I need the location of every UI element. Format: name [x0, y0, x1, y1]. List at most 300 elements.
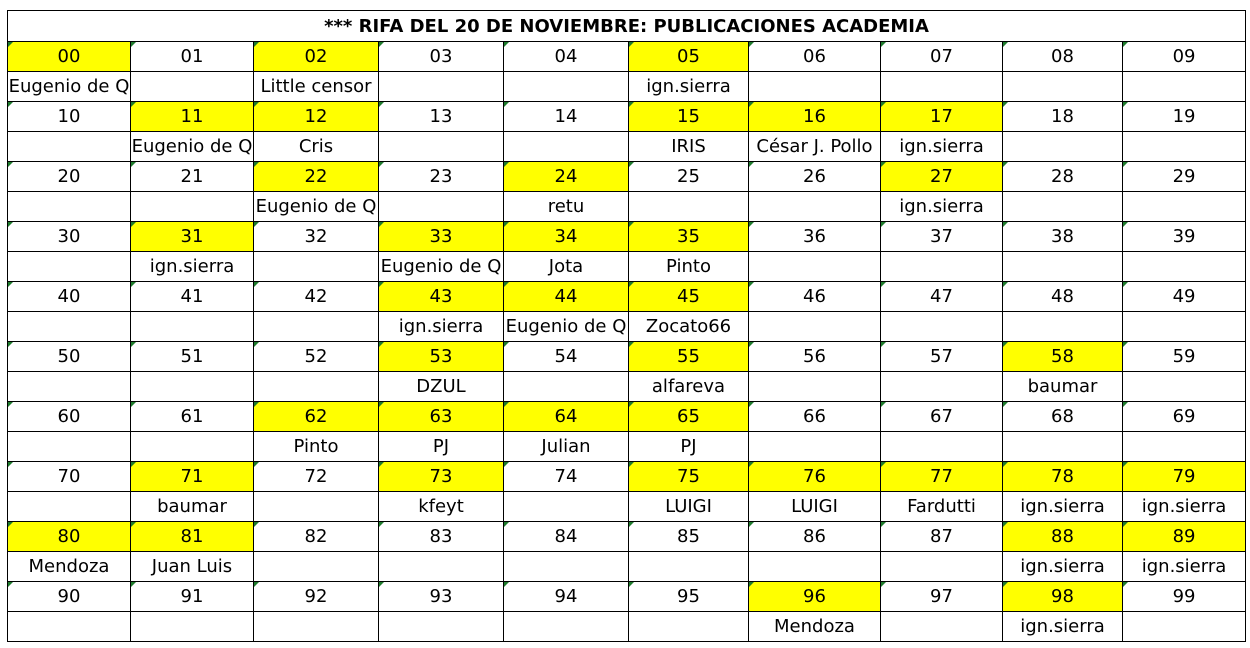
- ticket-number-cell[interactable]: [629, 402, 749, 432]
- text-number-indicator-icon: [379, 282, 384, 287]
- ticket-number-cell[interactable]: [8, 342, 131, 372]
- ticket-number: 87: [930, 526, 953, 547]
- ticket-number-cell[interactable]: [749, 462, 881, 492]
- buyer-name-cell[interactable]: Cris: [254, 132, 379, 162]
- buyer-name-cell[interactable]: [1003, 192, 1123, 222]
- buyer-name-cell[interactable]: LUIGI: [629, 492, 749, 522]
- ticket-number-cell[interactable]: [1123, 582, 1246, 612]
- ticket-number-cell[interactable]: [1123, 282, 1246, 312]
- buyer-name-cell[interactable]: [881, 432, 1003, 462]
- ticket-number-cell[interactable]: [504, 282, 629, 312]
- ticket-number-cell[interactable]: [504, 582, 629, 612]
- buyer-name-cell[interactable]: Pinto: [254, 432, 379, 462]
- ticket-number: 29: [1172, 166, 1196, 187]
- buyer-name-cell[interactable]: [254, 492, 379, 522]
- ticket-number-cell[interactable]: [8, 462, 131, 492]
- ticket-number-cell[interactable]: [1123, 222, 1246, 252]
- buyer-name-cell[interactable]: [504, 372, 629, 402]
- ticket-number-cell[interactable]: [131, 582, 254, 612]
- ticket-number: 13: [429, 106, 453, 127]
- buyer-name-cell[interactable]: ign.sierra: [1003, 612, 1123, 642]
- text-number-indicator-icon: [629, 462, 634, 467]
- buyer-name-cell[interactable]: [379, 132, 504, 162]
- buyer-name-cell[interactable]: [629, 192, 749, 222]
- ticket-number: 15: [677, 106, 700, 127]
- number-row: [8, 222, 1246, 252]
- buyer-name-cell[interactable]: [749, 252, 881, 282]
- ticket-number: 10: [57, 106, 81, 127]
- buyer-name-cell[interactable]: [1123, 192, 1246, 222]
- buyer-name-cell[interactable]: [1123, 252, 1246, 282]
- text-number-indicator-icon: [1003, 342, 1008, 347]
- ticket-number-cell[interactable]: [749, 342, 881, 372]
- buyer-name-cell[interactable]: PJ: [379, 432, 504, 462]
- buyer-name-cell[interactable]: [1123, 372, 1246, 402]
- ticket-number-cell[interactable]: [131, 42, 254, 72]
- number-row: [8, 342, 1246, 372]
- text-number-indicator-icon: [131, 522, 136, 527]
- ticket-number-cell[interactable]: [254, 162, 379, 192]
- buyer-name-cell[interactable]: Fardutti: [881, 492, 1003, 522]
- ticket-number-cell[interactable]: [881, 402, 1003, 432]
- buyer-name-cell[interactable]: [1123, 72, 1246, 102]
- ticket-number-cell[interactable]: [504, 162, 629, 192]
- text-number-indicator-icon: [1123, 462, 1128, 467]
- buyer-name-cell[interactable]: [131, 612, 254, 642]
- ticket-number-cell[interactable]: [131, 102, 254, 132]
- text-number-indicator-icon: [8, 342, 13, 347]
- buyer-name-cell[interactable]: ign.sierra: [1123, 492, 1246, 522]
- buyer-name-cell[interactable]: [1003, 252, 1123, 282]
- ticket-number-cell[interactable]: [749, 402, 881, 432]
- ticket-number-cell[interactable]: [629, 582, 749, 612]
- text-number-indicator-icon: [504, 582, 509, 587]
- ticket-number: 27: [930, 166, 953, 187]
- ticket-number: 93: [429, 586, 453, 607]
- text-number-indicator-icon: [379, 42, 384, 47]
- text-number-indicator-icon: [1123, 42, 1128, 47]
- text-number-indicator-icon: [8, 222, 13, 227]
- ticket-number-cell[interactable]: [1003, 402, 1123, 432]
- ticket-number: 81: [180, 526, 204, 547]
- buyer-name-cell[interactable]: [8, 192, 131, 222]
- buyer-name-cell[interactable]: [1123, 432, 1246, 462]
- ticket-number-cell[interactable]: [881, 462, 1003, 492]
- buyer-name-cell[interactable]: baumar: [1003, 372, 1123, 402]
- ticket-number-cell[interactable]: [131, 342, 254, 372]
- ticket-number-cell[interactable]: [504, 522, 629, 552]
- ticket-number-cell[interactable]: [8, 282, 131, 312]
- buyer-name-cell[interactable]: [629, 552, 749, 582]
- ticket-number-cell[interactable]: [379, 582, 504, 612]
- ticket-number-cell[interactable]: [8, 162, 131, 192]
- ticket-number-cell[interactable]: [629, 342, 749, 372]
- ticket-number-cell[interactable]: [881, 342, 1003, 372]
- ticket-number-cell[interactable]: [1003, 222, 1123, 252]
- name-row: [8, 372, 1246, 402]
- ticket-number-cell[interactable]: [881, 582, 1003, 612]
- ticket-number-cell[interactable]: [379, 462, 504, 492]
- buyer-name-cell[interactable]: Juan Luis: [131, 552, 254, 582]
- ticket-number: 55: [677, 346, 700, 367]
- ticket-number-cell[interactable]: [1123, 462, 1246, 492]
- text-number-indicator-icon: [749, 222, 754, 227]
- buyer-name-cell[interactable]: [1003, 312, 1123, 342]
- text-number-indicator-icon: [254, 102, 259, 107]
- text-number-indicator-icon: [1123, 342, 1128, 347]
- ticket-number-cell[interactable]: [1123, 342, 1246, 372]
- text-number-indicator-icon: [629, 402, 634, 407]
- buyer-name-cell[interactable]: Mendoza: [8, 552, 131, 582]
- ticket-number-cell[interactable]: [254, 42, 379, 72]
- ticket-number-cell[interactable]: [131, 282, 254, 312]
- buyer-name-cell[interactable]: [8, 432, 131, 462]
- text-number-indicator-icon: [1123, 162, 1128, 167]
- text-number-indicator-icon: [504, 462, 509, 467]
- buyer-name-cell[interactable]: [1123, 612, 1246, 642]
- buyer-name-cell[interactable]: César J. Pollo: [749, 132, 881, 162]
- ticket-number-cell[interactable]: [749, 102, 881, 132]
- buyer-name-cell[interactable]: [8, 312, 131, 342]
- ticket-number-cell[interactable]: [504, 342, 629, 372]
- buyer-name-cell[interactable]: ign.sierra: [379, 312, 504, 342]
- buyer-name-cell[interactable]: ign.sierra: [131, 252, 254, 282]
- ticket-number: 74: [554, 466, 578, 487]
- ticket-number: 08: [1051, 46, 1074, 67]
- ticket-number-cell[interactable]: [131, 402, 254, 432]
- text-number-indicator-icon: [1123, 222, 1128, 227]
- ticket-number: 79: [1172, 466, 1196, 487]
- buyer-name-cell[interactable]: [254, 612, 379, 642]
- ticket-number: 03: [429, 46, 453, 67]
- ticket-number-cell[interactable]: [1003, 582, 1123, 612]
- ticket-number-cell[interactable]: [629, 162, 749, 192]
- ticket-number-cell[interactable]: [254, 222, 379, 252]
- name-row: [8, 492, 1246, 522]
- buyer-name-cell[interactable]: LUIGI: [749, 492, 881, 522]
- text-number-indicator-icon: [1123, 102, 1128, 107]
- ticket-number-cell[interactable]: [1003, 282, 1123, 312]
- buyer-name-cell[interactable]: Eugenio de Q: [504, 312, 629, 342]
- ticket-number-cell[interactable]: [504, 462, 629, 492]
- ticket-number-cell[interactable]: [254, 402, 379, 432]
- ticket-number: 80: [57, 526, 81, 547]
- buyer-name-cell[interactable]: [749, 432, 881, 462]
- buyer-name-cell[interactable]: ign.sierra: [1123, 552, 1246, 582]
- number-row: [8, 582, 1246, 612]
- ticket-number-cell[interactable]: [881, 42, 1003, 72]
- buyer-name-cell[interactable]: [379, 552, 504, 582]
- buyer-name-cell[interactable]: [881, 252, 1003, 282]
- ticket-number-cell[interactable]: [379, 342, 504, 372]
- ticket-number-cell[interactable]: [749, 162, 881, 192]
- buyer-name-cell[interactable]: Pinto: [629, 252, 749, 282]
- ticket-number-cell[interactable]: [379, 282, 504, 312]
- text-number-indicator-icon: [629, 522, 634, 527]
- ticket-number-cell[interactable]: [8, 402, 131, 432]
- ticket-number-cell[interactable]: [8, 42, 131, 72]
- ticket-number-cell[interactable]: [254, 282, 379, 312]
- buyer-name-cell[interactable]: [131, 312, 254, 342]
- text-number-indicator-icon: [131, 342, 136, 347]
- buyer-name-cell[interactable]: [8, 132, 131, 162]
- ticket-number-cell[interactable]: [1003, 162, 1123, 192]
- buyer-name-cell[interactable]: [379, 72, 504, 102]
- ticket-number-cell[interactable]: [1123, 42, 1246, 72]
- text-number-indicator-icon: [1003, 402, 1008, 407]
- ticket-number: 18: [1051, 106, 1074, 127]
- ticket-number-cell[interactable]: [1003, 342, 1123, 372]
- ticket-number-cell[interactable]: [8, 102, 131, 132]
- ticket-number: 68: [1051, 406, 1074, 427]
- buyer-name-cell[interactable]: [131, 72, 254, 102]
- buyer-name-cell[interactable]: [749, 312, 881, 342]
- ticket-number: 20: [57, 166, 81, 187]
- ticket-number: 36: [803, 226, 826, 247]
- ticket-number-cell[interactable]: [881, 522, 1003, 552]
- text-number-indicator-icon: [8, 282, 13, 287]
- buyer-name-cell[interactable]: DZUL: [379, 372, 504, 402]
- ticket-number: 32: [304, 226, 328, 247]
- ticket-number-cell[interactable]: [254, 102, 379, 132]
- name-row: [8, 312, 1246, 342]
- text-number-indicator-icon: [629, 162, 634, 167]
- ticket-number-cell[interactable]: [1123, 102, 1246, 132]
- ticket-number-cell[interactable]: [504, 102, 629, 132]
- ticket-number-cell[interactable]: [131, 462, 254, 492]
- ticket-number-cell[interactable]: [254, 522, 379, 552]
- buyer-name-cell[interactable]: [504, 492, 629, 522]
- text-number-indicator-icon: [379, 162, 384, 167]
- ticket-number: 46: [803, 286, 826, 307]
- text-number-indicator-icon: [1123, 522, 1128, 527]
- buyer-name-cell[interactable]: Julian: [504, 432, 629, 462]
- buyer-name-cell[interactable]: retu: [504, 192, 629, 222]
- buyer-name-cell[interactable]: [1003, 132, 1123, 162]
- ticket-number: 40: [57, 286, 81, 307]
- text-number-indicator-icon: [8, 42, 13, 47]
- name-row: [8, 72, 1246, 102]
- ticket-number-cell[interactable]: [629, 102, 749, 132]
- ticket-number-cell[interactable]: [1003, 462, 1123, 492]
- buyer-name-cell[interactable]: Zocato66: [629, 312, 749, 342]
- ticket-number-cell[interactable]: [379, 402, 504, 432]
- buyer-name-cell[interactable]: PJ: [629, 432, 749, 462]
- ticket-number: 83: [429, 526, 453, 547]
- ticket-number-cell[interactable]: [1003, 42, 1123, 72]
- number-row: [8, 402, 1246, 432]
- ticket-number-cell[interactable]: [749, 522, 881, 552]
- buyer-name-cell[interactable]: ign.sierra: [881, 192, 1003, 222]
- buyer-name-cell[interactable]: [629, 612, 749, 642]
- buyer-name-cell[interactable]: ign.sierra: [881, 132, 1003, 162]
- buyer-name-cell[interactable]: [131, 432, 254, 462]
- buyer-name-cell[interactable]: [379, 612, 504, 642]
- ticket-number-cell[interactable]: [8, 522, 131, 552]
- ticket-number-cell[interactable]: [379, 522, 504, 552]
- buyer-name-cell[interactable]: Jota: [504, 252, 629, 282]
- buyer-name-cell[interactable]: [254, 252, 379, 282]
- ticket-number: 21: [180, 166, 204, 187]
- ticket-number: 84: [554, 526, 578, 547]
- ticket-number-cell[interactable]: [881, 282, 1003, 312]
- ticket-number-cell[interactable]: [254, 582, 379, 612]
- ticket-number-cell[interactable]: [1003, 522, 1123, 552]
- ticket-number-cell[interactable]: [379, 102, 504, 132]
- buyer-name-cell[interactable]: ign.sierra: [1003, 492, 1123, 522]
- ticket-number-cell[interactable]: [379, 42, 504, 72]
- text-number-indicator-icon: [881, 42, 886, 47]
- ticket-number-cell[interactable]: [881, 222, 1003, 252]
- ticket-number: 43: [429, 286, 453, 307]
- buyer-name-cell[interactable]: Eugenio de Q: [254, 192, 379, 222]
- text-number-indicator-icon: [1003, 222, 1008, 227]
- ticket-number-cell[interactable]: [131, 222, 254, 252]
- buyer-name-cell[interactable]: [131, 372, 254, 402]
- buyer-name-cell[interactable]: [254, 552, 379, 582]
- name-row: [8, 432, 1246, 462]
- buyer-name-cell[interactable]: [881, 612, 1003, 642]
- ticket-number-cell[interactable]: [629, 42, 749, 72]
- buyer-name-cell[interactable]: alfareva: [629, 372, 749, 402]
- ticket-number-cell[interactable]: [749, 282, 881, 312]
- buyer-name-cell[interactable]: [131, 192, 254, 222]
- ticket-number: 28: [1051, 166, 1074, 187]
- text-number-indicator-icon: [131, 402, 136, 407]
- text-number-indicator-icon: [629, 342, 634, 347]
- buyer-name-cell[interactable]: ign.sierra: [629, 72, 749, 102]
- buyer-name-cell[interactable]: [254, 372, 379, 402]
- buyer-name-cell[interactable]: ign.sierra: [1003, 552, 1123, 582]
- sheet-title[interactable]: *** RIFA DEL 20 DE NOVIEMBRE: PUBLICACIONES ACADEMIA: [8, 11, 1246, 42]
- buyer-name-cell[interactable]: [504, 552, 629, 582]
- ticket-number: 11: [180, 106, 204, 127]
- text-number-indicator-icon: [131, 582, 136, 587]
- buyer-name-cell[interactable]: [881, 552, 1003, 582]
- ticket-number-cell[interactable]: [749, 42, 881, 72]
- text-number-indicator-icon: [504, 222, 509, 227]
- ticket-number-cell[interactable]: [881, 102, 1003, 132]
- ticket-number-cell[interactable]: [254, 462, 379, 492]
- ticket-number-cell[interactable]: [749, 582, 881, 612]
- buyer-name-cell[interactable]: [8, 372, 131, 402]
- buyer-name-cell[interactable]: [1123, 312, 1246, 342]
- buyer-name-cell[interactable]: [8, 252, 131, 282]
- text-number-indicator-icon: [379, 582, 384, 587]
- ticket-number: 49: [1172, 286, 1196, 307]
- ticket-number-cell[interactable]: [1003, 102, 1123, 132]
- ticket-number-cell[interactable]: [629, 462, 749, 492]
- ticket-number-cell[interactable]: [8, 582, 131, 612]
- text-number-indicator-icon: [131, 102, 136, 107]
- ticket-number-cell[interactable]: [504, 222, 629, 252]
- buyer-name-cell[interactable]: [749, 372, 881, 402]
- number-row: [8, 102, 1246, 132]
- buyer-name-cell[interactable]: [881, 72, 1003, 102]
- ticket-number: 66: [803, 406, 826, 427]
- ticket-number-cell[interactable]: [504, 402, 629, 432]
- ticket-number: 00: [57, 46, 81, 67]
- text-number-indicator-icon: [504, 282, 509, 287]
- ticket-number: 53: [429, 346, 453, 367]
- text-number-indicator-icon: [629, 282, 634, 287]
- ticket-number-cell[interactable]: [131, 522, 254, 552]
- ticket-number: 17: [930, 106, 953, 127]
- text-number-indicator-icon: [504, 402, 509, 407]
- buyer-name-cell[interactable]: [379, 192, 504, 222]
- buyer-name-cell[interactable]: [8, 612, 131, 642]
- text-number-indicator-icon: [881, 222, 886, 227]
- ticket-number-cell[interactable]: [629, 222, 749, 252]
- ticket-number: 77: [930, 466, 953, 487]
- ticket-number-cell[interactable]: [629, 522, 749, 552]
- buyer-name-cell[interactable]: Eugenio de Q: [379, 252, 504, 282]
- buyer-name-cell[interactable]: baumar: [131, 492, 254, 522]
- buyer-name-cell[interactable]: kfeyt: [379, 492, 504, 522]
- ticket-number-cell[interactable]: [749, 222, 881, 252]
- ticket-number-cell[interactable]: [254, 342, 379, 372]
- buyer-name-cell[interactable]: [881, 372, 1003, 402]
- buyer-name-cell[interactable]: [8, 492, 131, 522]
- buyer-name-cell[interactable]: [254, 312, 379, 342]
- ticket-number-cell[interactable]: [629, 282, 749, 312]
- buyer-name-cell[interactable]: [1123, 132, 1246, 162]
- buyer-name-cell[interactable]: [504, 72, 629, 102]
- ticket-number-cell[interactable]: [1123, 402, 1246, 432]
- ticket-number: 60: [57, 406, 81, 427]
- ticket-number-cell[interactable]: [881, 162, 1003, 192]
- name-row: [8, 252, 1246, 282]
- buyer-name-cell[interactable]: Eugenio de Q: [8, 72, 131, 102]
- buyer-name-cell[interactable]: Mendoza: [749, 612, 881, 642]
- ticket-number: 05: [677, 46, 700, 67]
- buyer-name-cell[interactable]: Little censor: [254, 72, 379, 102]
- buyer-name-cell[interactable]: [749, 552, 881, 582]
- ticket-number: 25: [677, 166, 700, 187]
- text-number-indicator-icon: [881, 522, 886, 527]
- buyer-name-cell[interactable]: [749, 72, 881, 102]
- buyer-name-cell[interactable]: [749, 192, 881, 222]
- text-number-indicator-icon: [749, 42, 754, 47]
- ticket-number: 04: [554, 46, 578, 67]
- text-number-indicator-icon: [1003, 522, 1008, 527]
- buyer-name-cell[interactable]: [504, 612, 629, 642]
- buyer-name-cell[interactable]: [881, 312, 1003, 342]
- ticket-number: 57: [930, 346, 953, 367]
- ticket-number: 62: [304, 406, 328, 427]
- ticket-number: 75: [677, 466, 700, 487]
- ticket-number-cell[interactable]: [504, 42, 629, 72]
- buyer-name-cell[interactable]: IRIS: [629, 132, 749, 162]
- ticket-number-cell[interactable]: [379, 222, 504, 252]
- name-row: [8, 552, 1246, 582]
- ticket-number-cell[interactable]: [8, 222, 131, 252]
- ticket-number-cell[interactable]: [1123, 162, 1246, 192]
- ticket-number-cell[interactable]: [1123, 522, 1246, 552]
- ticket-number-cell[interactable]: [131, 162, 254, 192]
- ticket-number: 61: [180, 406, 204, 427]
- buyer-name-cell[interactable]: [504, 132, 629, 162]
- number-row: [8, 522, 1246, 552]
- buyer-name-cell[interactable]: Eugenio de Q: [131, 132, 254, 162]
- buyer-name-cell[interactable]: [1003, 72, 1123, 102]
- text-number-indicator-icon: [131, 222, 136, 227]
- ticket-number-cell[interactable]: [379, 162, 504, 192]
- text-number-indicator-icon: [749, 522, 754, 527]
- ticket-number: 59: [1172, 346, 1196, 367]
- ticket-number: 35: [677, 226, 700, 247]
- buyer-name-cell[interactable]: [1003, 432, 1123, 462]
